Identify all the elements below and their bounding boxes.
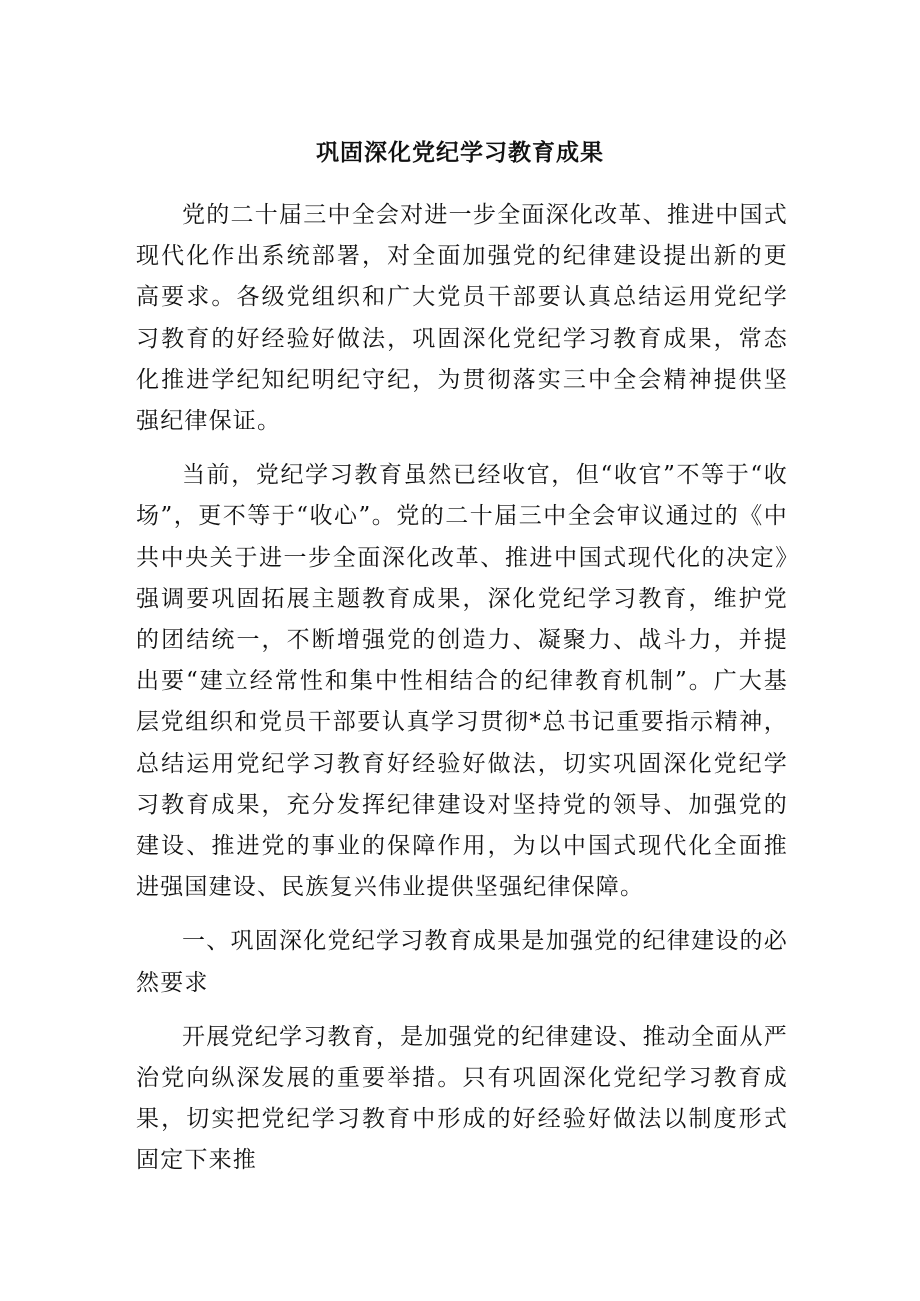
document-title: 巩固深化党纪学习教育成果 — [316, 139, 604, 166]
paragraph-section-1: 开展党纪学习教育，是加强党的纪律建设、推动全面从严治党向纵深发展的重要举措。只有巩固深化党纪学习教育成果，切实把党纪学习教育中形成的好经验好做法以制度形式固定下来推 — [136, 1023, 788, 1174]
document-body — [136, 195, 788, 1195]
paragraph-intro: 党的二十届三中全会对进一步全面深化改革、推进中国式现代化作出系统部署，对全面加强党的纪律建设提出新的更高要求。各级党组织和广大党员干部要认真总结运用党纪学习教育的好经验好做法，巩固深化党纪学习教育成果，常态化推进学纪知纪明纪守纪，为贯彻落实三中全会精神提供坚强纪律保证。 — [136, 202, 788, 435]
section-heading-1: 一、巩固深化党纪学习教育成果是加强党的纪律建设的必然要求 — [136, 928, 788, 996]
paragraph-current-situation: 当前，党纪学习教育虽然已经收官，但“收官”不等于“收场”，更不等于“收心”。党的二十届三中全会审议通过的《中共中央关于进一步全面深化改革、推进中国式现代化的决定》强调要巩固拓展主题教育成果，深化党纪学习教育，维护党的团结统一，不断增强党的创造力、凝聚力、战斗力，并提出要“建立经常性和集中性相结合的纪律教育机制”。广大基层党组织和党员干部要认真学习贯彻*总书记重要指示精神，总结运用党纪学习教育好经验好做法，切实巩固深化党纪学习教育成果，充分发挥纪律建设对坚持党的领导、加强党的建设、推进党的事业的保障作用，为以中国式现代化全面推进强国建设、民族复兴伟业提供坚强纪律保障。 — [136, 462, 788, 901]
